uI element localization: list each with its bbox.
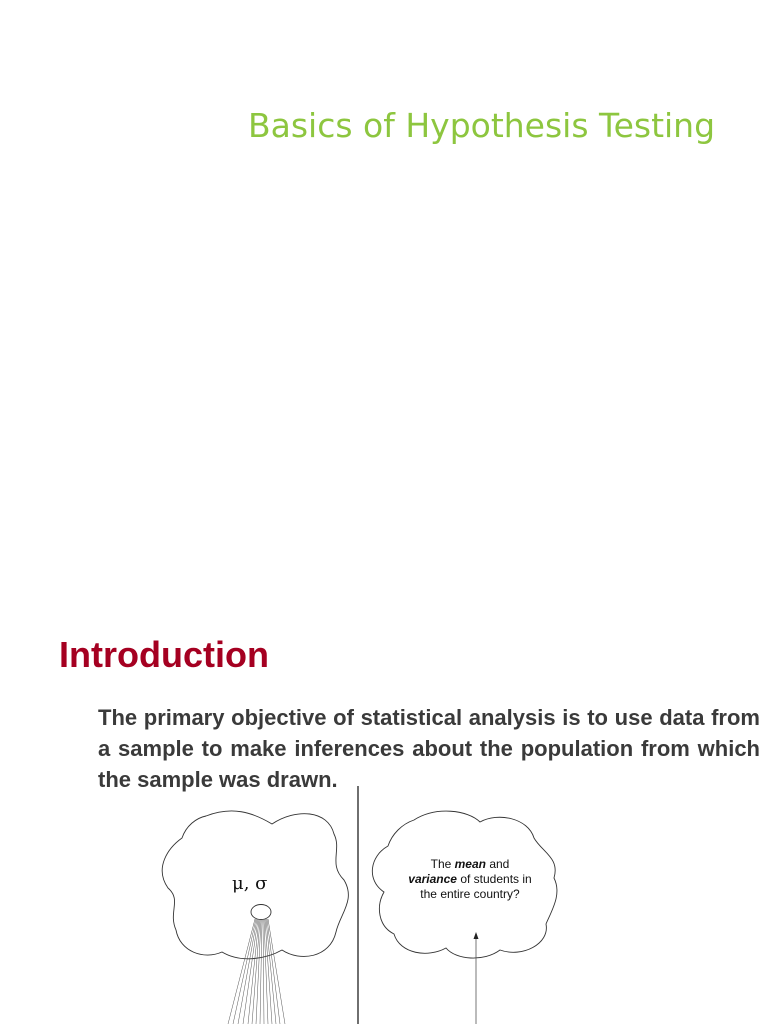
population-parameters-label: μ, σ	[232, 873, 268, 894]
question-text-3: of students in the entire country?	[420, 872, 532, 901]
section-heading: Introduction	[59, 634, 269, 675]
slide-title: Basics of Hypothesis Testing	[248, 106, 716, 145]
sample-circle	[251, 905, 271, 920]
intro-paragraph: The primary objective of statistical analysis is to use data from a sample to make inferences about the population from which the sample was drawn.	[98, 705, 760, 792]
question-mean: mean	[454, 857, 486, 871]
question-variance: variance	[408, 872, 457, 886]
population-question	[408, 857, 532, 902]
sampling-rays	[228, 919, 285, 1024]
question-text-1: The	[430, 857, 455, 871]
inference-arrow-head	[474, 932, 479, 939]
question-text-2: and	[486, 857, 510, 871]
